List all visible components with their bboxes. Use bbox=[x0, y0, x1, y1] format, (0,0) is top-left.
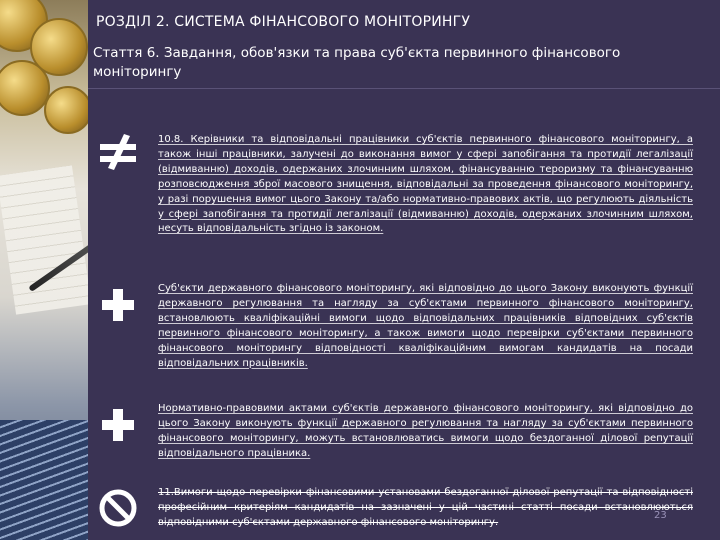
article-title: Стаття 6. Завдання, обов'язки та права суб'єкта первинного фінансового моніторингу bbox=[93, 45, 621, 80]
ledger-paper-image bbox=[0, 165, 88, 314]
coin-image bbox=[44, 86, 88, 134]
header-divider bbox=[88, 88, 720, 89]
text-block-requirements bbox=[158, 486, 693, 531]
page-number: 23 bbox=[654, 510, 667, 521]
prohibited-icon bbox=[98, 488, 138, 528]
paragraph: 10.8. Керівники та відповідальні працівники суб'єктів первинного фінансового моніторингу, а також інші працівники, залучені до виконання вимог у сфері запобігання та протидії легалізації (відмиванню) доходів, одержаних злочинним шляхом, фінансуванню тероризму та фінансуванню розповсюдження зброї масового знищення, відповідальні за проведення фінансового моніторингу, у разі порушення вимог цього Закону та/або нормативно-правових актів, що регулюють діяльність у сфері запобігання та протидії легалізації (відмиванню) доходів, одержаних злочинним шляхом, несуть відповідальність згідно із законом. bbox=[158, 134, 693, 235]
chapter-title: РОЗДІЛ 2. СИСТЕМА ФІНАНСОВОГО МОНІТОРИНГУ bbox=[96, 14, 471, 30]
decorative-photo-strip bbox=[0, 0, 88, 540]
not-equal-icon bbox=[98, 132, 138, 172]
text-block-qualification bbox=[158, 282, 693, 371]
paragraph: Нормативно-правовими актами суб'єктів державного фінансового моніторингу, які відповідно до цього Закону виконують функції державного регулювання та нагляду за суб'єктами первинного фінансового моніторингу, можуть встановлюватись вимоги щодо бездоганної ділової репутації відповідального працівника. bbox=[158, 403, 693, 459]
coin-image bbox=[0, 60, 50, 116]
plus-icon bbox=[98, 405, 138, 445]
text-block-reputation bbox=[158, 402, 693, 462]
paragraph: Суб'єкти державного фінансового моніторингу, які відповідно до цього Закону виконують функції державного регулювання та нагляду за суб'єктами первинного фінансового моніторингу, встановлюють кваліфікаційні вимоги щодо відповідальних працівників відповідних суб'єктів первинного фінансового моніторингу, а також вимоги щодо перевірки суб'єктами первинного фінансового моніторингу відповідності кваліфікаційним вимогам кандидатів на посади відповідальних працівників. bbox=[158, 283, 693, 369]
text-block-penalties bbox=[158, 133, 693, 237]
paragraph: 11.Вимоги щодо перевірки фінансовими установами бездоганної ділової репутації та відповідності професійним критеріям кандидатів на зазначені у цій частині статті посади встановлюються відповідними суб'єктами державного фінансового моніторингу. bbox=[158, 487, 693, 528]
building-image bbox=[0, 420, 88, 540]
plus-icon bbox=[98, 285, 138, 325]
